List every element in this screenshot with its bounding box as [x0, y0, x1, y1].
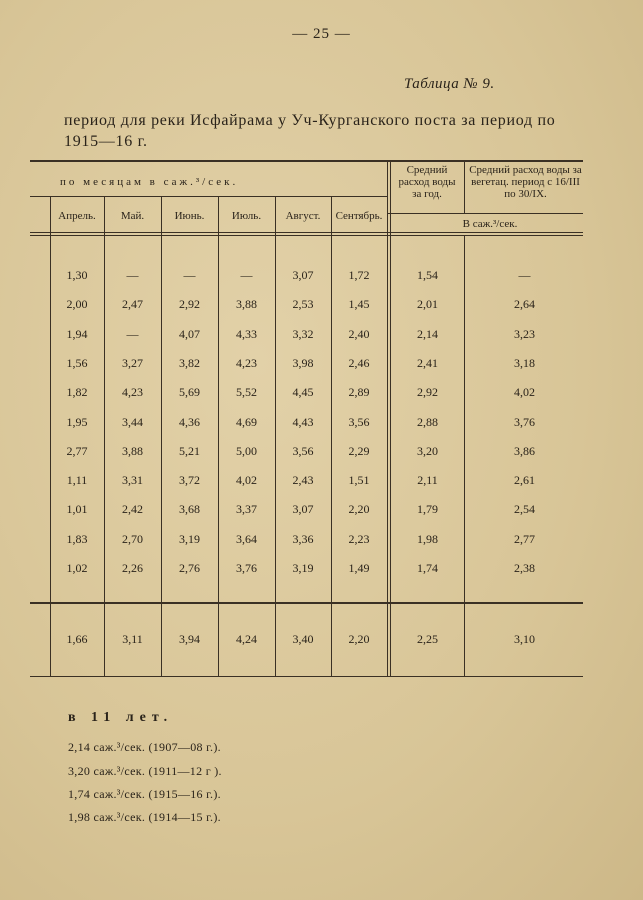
- table-cell: 1,74: [417, 561, 438, 575]
- table-cell: 1,54: [417, 268, 438, 282]
- header-bottom-rule-2: [30, 235, 583, 236]
- table-cell: 3,56: [348, 415, 370, 429]
- table-cell: 3,82: [179, 356, 200, 370]
- table-cell: 3,86: [514, 444, 535, 458]
- totals-top-rule: [30, 602, 583, 604]
- totals-cell: 3,10: [514, 632, 535, 646]
- table-cell: 3,64: [236, 532, 257, 546]
- table-top-rule: [30, 160, 583, 162]
- table-cell: 1,56: [66, 356, 88, 370]
- table-cell: 3,88: [122, 444, 143, 458]
- table-cell: 2,88: [417, 415, 438, 429]
- footer-line: 1,98 саж.³/сек. (1914—15 г.).: [68, 810, 221, 824]
- table-cell: 1,02: [66, 561, 88, 575]
- month-header-august: Август.: [285, 210, 321, 222]
- table-cell: 4,45: [292, 385, 314, 399]
- table-caption: Таблица № 9.: [404, 76, 495, 92]
- table-cell: 2,53: [292, 297, 314, 311]
- table-cell: 3,56: [292, 444, 314, 458]
- table-cell: 2,77: [514, 532, 535, 546]
- table-cell: 4,07: [179, 327, 200, 341]
- table-cell: 2,54: [514, 502, 535, 516]
- year-avg-header: Средний расход воды за год.: [398, 164, 456, 200]
- table-cell: 1,72: [348, 268, 370, 282]
- table-cell: 2,11: [417, 473, 438, 487]
- table-cell: —: [183, 268, 196, 282]
- totals-cell: 3,94: [179, 632, 200, 646]
- table-cell: 2,41: [417, 356, 438, 370]
- table-cell: 2,43: [292, 473, 314, 487]
- unit-row-top-rule: [388, 213, 583, 214]
- month-header-may: Май.: [120, 210, 145, 222]
- table-cell: 3,72: [179, 473, 200, 487]
- table-cell: 2,26: [122, 561, 143, 575]
- table-cell: 2,29: [348, 444, 370, 458]
- table-cell: 2,61: [514, 473, 535, 487]
- table-cell: 2,42: [122, 502, 143, 516]
- table-cell: 3,68: [179, 502, 200, 516]
- col-divider-7: [464, 162, 465, 213]
- month-header-july: Июль.: [231, 210, 262, 222]
- table-cell: 3,76: [514, 415, 535, 429]
- table-cell: 5,21: [179, 444, 200, 458]
- table-cell: 4,23: [122, 385, 143, 399]
- table-cell: 2,40: [348, 327, 370, 341]
- table-cell: 1,98: [417, 532, 438, 546]
- month-header-rule: [30, 196, 388, 197]
- heading-text: период для реки Исфайрама у Уч-Курганского поста за период по 1915—16 г.: [64, 112, 556, 150]
- table-cell: 5,52: [236, 385, 257, 399]
- table-cell: 3,31: [122, 473, 143, 487]
- table-cell: 3,18: [514, 356, 535, 370]
- table-cell: 1,11: [66, 473, 88, 487]
- month-header-september: Сентябрь.: [335, 210, 383, 222]
- table-cell: 3,19: [292, 561, 314, 575]
- col-divider-6: [387, 162, 388, 676]
- table-cell: 4,69: [236, 415, 257, 429]
- table-bottom-rule: [30, 676, 583, 677]
- table-cell: 1,95: [66, 415, 88, 429]
- table-cell: 3,27: [122, 356, 143, 370]
- table-cell: 3,20: [417, 444, 438, 458]
- table-cell: 2,47: [122, 297, 143, 311]
- table-cell: 3,37: [236, 502, 257, 516]
- table-cell: —: [240, 268, 253, 282]
- table-cell: 4,23: [236, 356, 257, 370]
- table-cell: 3,98: [292, 356, 314, 370]
- totals-cell: 3,40: [292, 632, 314, 646]
- month-header-june: Июнь.: [174, 210, 205, 222]
- veg-avg-header: Средний расход воды за вегетац. период с 16/III по 30/IX.: [469, 164, 582, 200]
- table-cell: 4,36: [179, 415, 200, 429]
- table-cell: 1,82: [66, 385, 88, 399]
- table-cell: 5,69: [179, 385, 200, 399]
- table-cell: 2,00: [66, 297, 88, 311]
- table-cell: 4,02: [236, 473, 257, 487]
- table-cell: 1,94: [66, 327, 88, 341]
- table-cell: 3,32: [292, 327, 314, 341]
- table-cell: 1,79: [417, 502, 438, 516]
- month-header-april: Апрель.: [58, 210, 96, 222]
- footer-line: 3,20 саж.³/сек. (1911—12 г ).: [68, 764, 222, 778]
- totals-cell: 2,20: [348, 632, 370, 646]
- footer-title: в 11 лет.: [68, 710, 174, 725]
- unit-row: В саж.³/сек.: [462, 218, 518, 230]
- table-cell: 2,77: [66, 444, 88, 458]
- table-cell: 5,00: [236, 444, 257, 458]
- totals-cell: 1,66: [66, 632, 88, 646]
- col-divider-7-body: [464, 236, 465, 676]
- totals-cell: 4,24: [236, 632, 257, 646]
- totals-cell: 2,25: [417, 632, 438, 646]
- footer-line: 2,14 саж.³/сек. (1907—08 г.).: [68, 740, 221, 754]
- table-cell: 2,38: [514, 561, 535, 575]
- table-cell: 2,70: [122, 532, 143, 546]
- table-cell: 3,07: [292, 268, 314, 282]
- table-cell: 2,89: [348, 385, 370, 399]
- table-cell: 3,19: [179, 532, 200, 546]
- table-cell: 2,14: [417, 327, 438, 341]
- table-cell: 2,92: [179, 297, 200, 311]
- table-cell: 1,45: [348, 297, 370, 311]
- table-cell: 1,49: [348, 561, 370, 575]
- table-cell: 3,88: [236, 297, 257, 311]
- table-cell: 2,92: [417, 385, 438, 399]
- table-cell: 3,07: [292, 502, 314, 516]
- table-cell: 1,51: [348, 473, 370, 487]
- table-cell: 3,36: [292, 532, 314, 546]
- table-cell: 1,30: [66, 268, 88, 282]
- page-number: — 25 —: [292, 26, 351, 42]
- table-cell: 2,46: [348, 356, 370, 370]
- table-cell: 4,43: [292, 415, 314, 429]
- table-cell: 4,33: [236, 327, 257, 341]
- footer-line: 1,74 саж.³/сек. (1915—16 г.).: [68, 787, 221, 801]
- totals-cell: 3,11: [122, 632, 143, 646]
- table-cell: 2,23: [348, 532, 370, 546]
- table-cell: —: [126, 327, 139, 341]
- table-cell: 3,23: [514, 327, 535, 341]
- table-cell: 2,64: [514, 297, 535, 311]
- table-cell: 2,20: [348, 502, 370, 516]
- table-cell: 2,01: [417, 297, 438, 311]
- table-cell: 3,44: [122, 415, 143, 429]
- table-cell: 2,76: [179, 561, 200, 575]
- table-cell: 4,02: [514, 385, 535, 399]
- header-bottom-rule: [30, 232, 583, 233]
- table-cell: 1,01: [66, 502, 88, 516]
- table-cell: —: [518, 268, 531, 282]
- group-header: по месяцам в саж.³/сек.: [60, 176, 239, 188]
- table-cell: 1,83: [66, 532, 88, 546]
- table-cell: —: [126, 268, 139, 282]
- table-cell: 3,76: [236, 561, 257, 575]
